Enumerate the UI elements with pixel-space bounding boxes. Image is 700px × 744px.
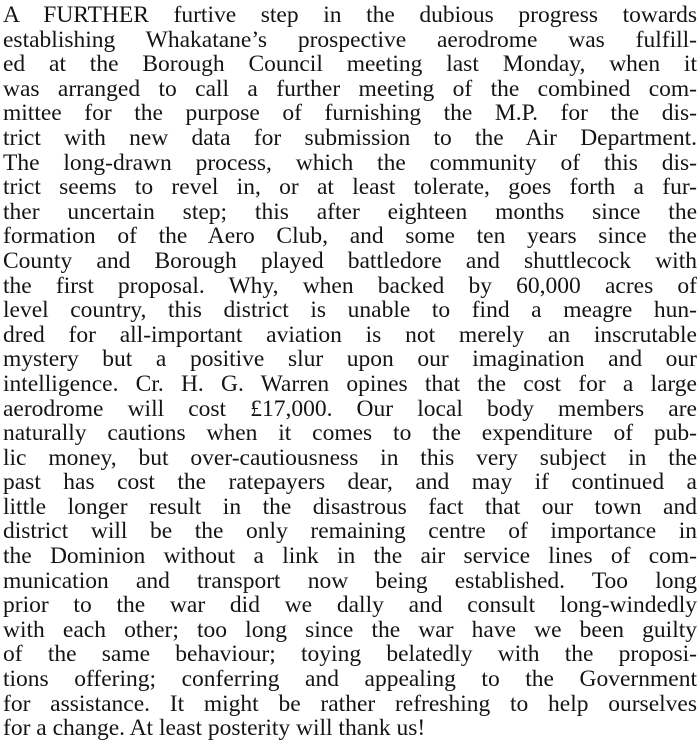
text-line: A FURTHER furtive step in the dubious progress towards (3, 2, 697, 28)
text-line: little longer result in the disastrous fact that our town and (3, 493, 697, 520)
text-line: dred for all-important aviation is not merely an inscrutable (3, 321, 697, 348)
text-line: past has cost the ratepayers dear, and may if continued a (3, 469, 697, 496)
text-line: level country, this district is unable to find a meagre hun- (3, 297, 697, 324)
text-line: intelligence. Cr. H. G. Warren opines that the cost for a large (3, 370, 697, 397)
text-line: for assistance. It might be rather refreshing to help ourselves (3, 690, 697, 717)
text-line: district will be the only remaining centre of importance in (3, 518, 697, 545)
text-line: ed at the Borough Council meeting last Monday, when it (3, 51, 697, 78)
article-paragraph (3, 3, 697, 741)
text-line: establishing Whakatane’s prospective aerodrome was fulfill- (3, 26, 697, 53)
text-line: County and Borough played battledore and shuttlecock with (3, 247, 697, 274)
text-line: for a change. At least posterity will thank us! (3, 715, 426, 742)
text-line: with each other; too long since the war have we been guilty (3, 616, 697, 643)
text-line: aerodrome will cost £17,000. Our local body members are (3, 395, 697, 422)
text-line: ther uncertain step; this after eighteen months since the (3, 198, 697, 225)
text-line: the Dominion without a link in the air service lines of com- (3, 543, 697, 570)
text-line: tions offering; conferring and appealing to the Government (3, 666, 697, 693)
text-line: the first proposal. Why, when backed by 60,000 acres of (3, 272, 697, 299)
text-line: The long-drawn process, which the community of this dis- (3, 149, 697, 176)
text-line: mystery but a positive slur upon our imagination and our (3, 346, 697, 373)
text-line: formation of the Aero Club, and some ten years since the (3, 223, 697, 250)
text-line: naturally cautions when it comes to the expenditure of pub- (3, 420, 697, 447)
text-line: lic money, but over-cautiousness in this very subject in the (3, 444, 697, 471)
text-line: trict with new data for submission to the Air Department. (3, 124, 697, 151)
text-line: mittee for the purpose of furnishing the M.P. for the dis- (3, 100, 697, 127)
text-line: trict seems to revel in, or at least tolerate, goes forth a fur- (3, 174, 697, 201)
text-line: prior to the war did we dally and consult long-windedly (3, 592, 697, 619)
text-line: of the same behaviour; toying belatedly with the proposi- (3, 641, 697, 668)
text-line: was arranged to call a further meeting of the combined com- (3, 75, 697, 102)
text-line: munication and transport now being established. Too long (3, 567, 697, 594)
